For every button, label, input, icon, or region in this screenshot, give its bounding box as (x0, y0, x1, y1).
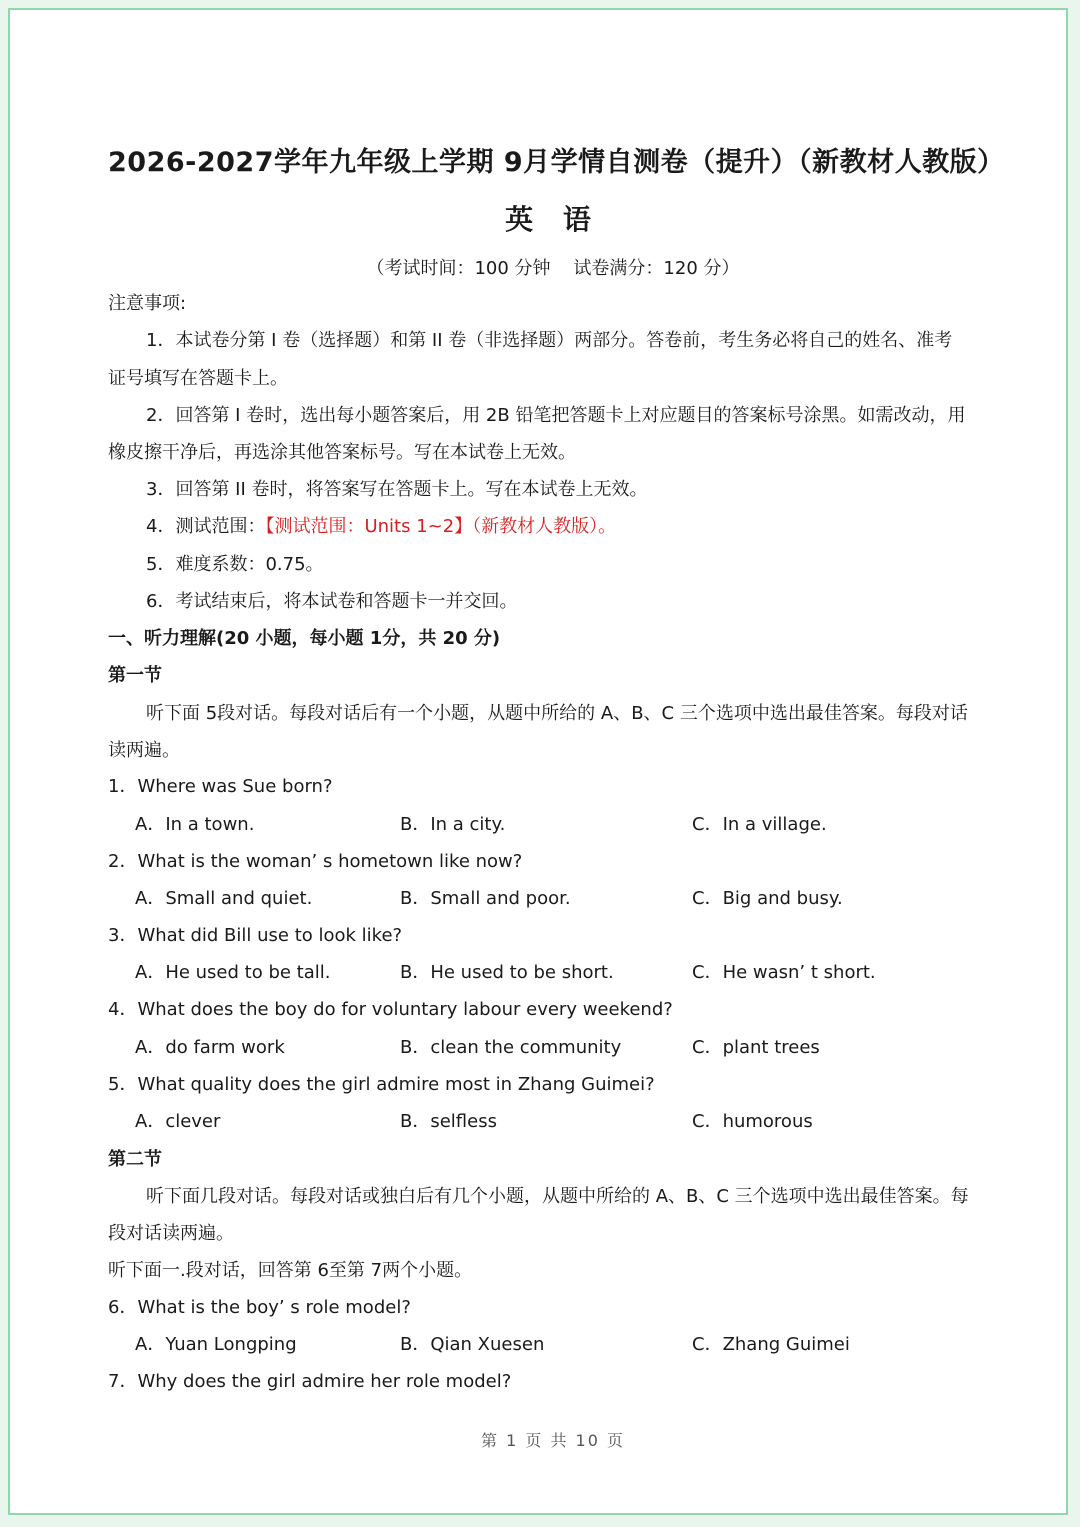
question-4: 4．What does the boy do for voluntary labour every weekend? (108, 999, 673, 1020)
q1-option-c: C．In a village. (692, 814, 827, 835)
q4-option-a: A．do farm work (135, 1037, 285, 1058)
q4-option-c: C．plant trees (692, 1037, 820, 1058)
q1-option-a: A．In a town. (135, 814, 255, 835)
exam-info: （考试时间：100 分钟 试卷满分：120 分） (366, 258, 740, 279)
q5-option-a: A．clever (135, 1111, 221, 1132)
q2-option-b: B．Small and poor. (400, 888, 571, 909)
q2-option-a: A．Small and quiet. (135, 888, 313, 909)
q6-option-b: B．Qian Xuesen (400, 1334, 545, 1355)
question-6: 6．What is the boy’ s role model? (108, 1297, 411, 1318)
q5-option-b: B．selfless (400, 1111, 497, 1132)
notice-heading: 注意事项: (108, 293, 187, 314)
notice-item-2-cont: 橡皮擦干净后，再选涂其他答案标号。写在本试卷上无效。 (108, 442, 576, 463)
question-2: 2．What is the woman’ s hometown like now? (108, 851, 523, 872)
notice-item-3: 3．回答第 II 卷时，将答案写在答题卡上。写在本试卷上无效。 (146, 479, 648, 500)
q1-option-b: B．In a city. (400, 814, 506, 835)
page-frame (8, 8, 1068, 1515)
notice-item-4-label: 4．测试范围： (146, 516, 266, 537)
q6-option-c: C．Zhang Guimei (692, 1334, 850, 1355)
exam-title: 2026-2027学年九年级上学期 9月学情自测卷（提升）（新教材人教版） (108, 147, 1005, 178)
notice-item-4 (146, 514, 616, 540)
question-5: 5．What quality does the girl admire most in Zhang Guimei? (108, 1074, 655, 1095)
part2-instructions: 听下面几段对话。每段对话或独白后有几个小题，从题中所给的 A、B、C 三个选项中选出最佳答案。每 (146, 1186, 969, 1207)
part1-instructions-cont: 读两遍。 (108, 740, 180, 761)
q3-option-b: B．He used to be short. (400, 962, 614, 983)
question-3: 3．What did Bill use to look like? (108, 925, 403, 946)
q5-option-c: C．humorous (692, 1111, 813, 1132)
section-heading: 一、听力理解(20 小题，每小题 1分，共 20 分) (108, 628, 501, 649)
q4-option-b: B．clean the community (400, 1037, 622, 1058)
notice-item-1: 1．本试卷分第 I 卷（选择题）和第 II 卷（非选择题）两部分。答卷前，考生务必将自己的姓名、准考 (146, 330, 953, 351)
question-7: 7．Why does the girl admire her role model? (108, 1371, 512, 1392)
notice-item-5: 5．难度系数：0.75。 (146, 554, 324, 575)
q2-option-c: C．Big and busy. (692, 888, 843, 909)
question-1: 1．Where was Sue born? (108, 776, 333, 797)
q3-option-a: A．He used to be tall. (135, 962, 331, 983)
part2-sub-instructions: 听下面一.段对话，回答第 6至第 7两个小题。 (108, 1260, 473, 1281)
part1-instructions: 听下面 5段对话。每段对话后有一个小题，从题中所给的 A、B、C 三个选项中选出最佳答案。每段对话 (146, 703, 968, 724)
notice-item-1-cont: 证号填写在答题卡上。 (108, 368, 288, 389)
exam-subject: 英 语 (505, 203, 601, 236)
page-number: 第 1 页 共 10 页 (481, 1431, 625, 1450)
part2-instructions-cont: 段对话读两遍。 (108, 1223, 234, 1244)
test-scope: 【测试范围：Units 1~2】（新教材人教版）。 (265, 516, 617, 537)
q3-option-c: C．He wasn’ t short. (692, 962, 876, 983)
part1-heading: 第一节 (108, 665, 162, 686)
q6-option-a: A．Yuan Longping (135, 1334, 297, 1355)
part2-heading: 第二节 (108, 1149, 162, 1170)
notice-item-2: 2．回答第 I 卷时，选出每小题答案后，用 2B 铅笔把答题卡上对应题目的答案标号涂黑。如需改动，用 (146, 405, 966, 426)
notice-item-6: 6．考试结束后，将本试卷和答题卡一并交回。 (146, 591, 518, 612)
